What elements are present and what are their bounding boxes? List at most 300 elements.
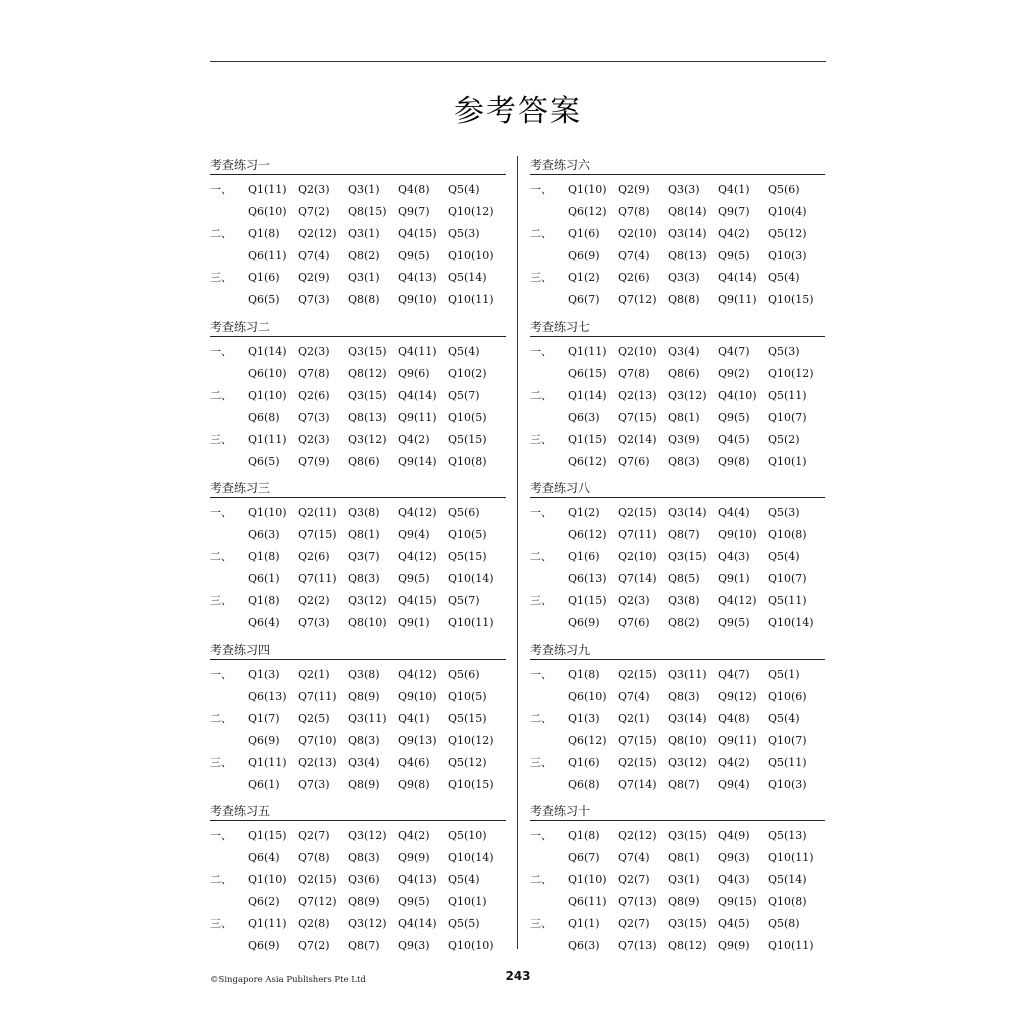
answer-item: Q10(8)	[768, 895, 807, 908]
exercise-section	[210, 318, 506, 480]
answer-item: Q6(1)	[248, 777, 280, 791]
part-number: 一、	[530, 344, 552, 358]
answer-item: Q4(8)	[718, 711, 750, 725]
answer-item: Q4(15)	[398, 594, 437, 607]
answer-item: Q1(6)	[568, 227, 600, 240]
answer-row	[530, 935, 825, 957]
answer-item: Q10(8)	[768, 528, 807, 541]
answer-item: Q3(11)	[348, 711, 387, 725]
answer-row	[530, 289, 825, 311]
answer-item: Q3(1)	[668, 873, 700, 886]
answer-item: Q10(15)	[768, 293, 814, 306]
exercise-section	[530, 802, 825, 964]
answer-item: Q6(7)	[568, 293, 600, 306]
part-number	[210, 289, 248, 311]
answer-item: Q2(15)	[298, 873, 337, 886]
answer-item: Q5(6)	[448, 667, 480, 681]
answer-item: Q4(12)	[398, 667, 437, 681]
answer-part	[210, 590, 506, 634]
answer-item: Q7(8)	[298, 851, 330, 864]
answer-row	[530, 429, 825, 451]
answer-item: Q9(2)	[718, 366, 750, 380]
part-number	[530, 363, 568, 385]
answer-item: Q10(12)	[448, 733, 494, 747]
section-title: 考查练习三	[210, 479, 506, 498]
answer-item: Q3(1)	[348, 183, 380, 196]
answer-item: Q10(1)	[768, 454, 807, 468]
answer-item: Q7(6)	[618, 454, 650, 468]
answer-item: Q3(9)	[668, 432, 700, 446]
answer-item: Q1(10)	[248, 506, 287, 519]
answer-item: Q6(2)	[248, 895, 280, 908]
answer-item: Q6(15)	[568, 366, 607, 380]
answer-item: Q8(9)	[348, 689, 380, 703]
answer-item: Q1(10)	[568, 183, 607, 196]
answer-item: Q3(15)	[668, 550, 707, 563]
answer-item: Q5(4)	[768, 271, 800, 284]
answer-row	[210, 429, 506, 451]
answer-item: Q3(7)	[348, 550, 380, 563]
answer-item: Q2(14)	[618, 432, 657, 446]
answer-item: Q9(5)	[398, 249, 430, 262]
answer-item: Q10(11)	[448, 616, 494, 629]
answer-item: Q9(10)	[718, 528, 757, 541]
part-number	[530, 774, 568, 796]
answer-item: Q7(8)	[298, 366, 330, 380]
answer-item: Q1(15)	[568, 594, 607, 607]
top-rule	[210, 61, 826, 62]
answer-part	[530, 752, 825, 796]
answer-row	[530, 223, 825, 245]
answer-item: Q2(9)	[618, 183, 650, 196]
answer-item: Q5(3)	[768, 506, 800, 519]
answer-item: Q7(9)	[298, 454, 330, 468]
answer-item: Q7(4)	[618, 249, 650, 262]
answer-item: Q6(3)	[248, 528, 280, 541]
answer-item: Q8(14)	[668, 205, 707, 218]
answer-item: Q2(15)	[618, 667, 657, 681]
answer-item: Q5(10)	[448, 829, 487, 842]
answer-item: Q3(6)	[348, 873, 380, 886]
answer-item: Q6(1)	[248, 572, 280, 585]
answer-item: Q5(11)	[768, 755, 807, 769]
answer-item: Q4(8)	[398, 183, 430, 196]
answer-item: Q1(8)	[248, 550, 280, 563]
answer-item: Q9(7)	[398, 205, 430, 218]
answer-item: Q3(15)	[348, 388, 387, 402]
answer-item: Q2(5)	[298, 711, 330, 725]
left-column	[210, 156, 506, 964]
answer-row	[210, 891, 506, 913]
answer-item: Q4(3)	[718, 550, 750, 563]
answer-item: Q10(7)	[768, 733, 807, 747]
exercise-section	[210, 479, 506, 641]
part-number	[210, 524, 248, 546]
answer-item: Q1(15)	[248, 829, 287, 842]
answer-item: Q3(11)	[668, 667, 707, 681]
answer-item: Q8(2)	[348, 249, 380, 262]
answer-part	[530, 429, 825, 473]
answer-row	[210, 913, 506, 935]
answer-item: Q6(11)	[248, 249, 287, 262]
answer-item: Q5(3)	[768, 344, 800, 358]
part-number: 一、	[530, 667, 552, 681]
answer-item: Q6(13)	[568, 572, 607, 585]
part-number: 三、	[530, 594, 552, 607]
answer-item: Q7(11)	[618, 528, 657, 541]
answer-item: Q4(11)	[398, 344, 437, 358]
answer-item: Q7(6)	[618, 616, 650, 629]
answer-item: Q6(7)	[568, 851, 600, 864]
answer-item: Q2(3)	[298, 432, 330, 446]
part-number: 一、	[210, 183, 232, 196]
answer-item: Q9(5)	[398, 895, 430, 908]
answer-item: Q5(6)	[448, 506, 480, 519]
answer-item: Q9(6)	[398, 366, 430, 380]
answer-item: Q2(3)	[298, 183, 330, 196]
part-number: 三、	[210, 271, 232, 284]
answer-item: Q2(12)	[618, 829, 657, 842]
answer-item: Q4(14)	[398, 388, 437, 402]
answer-item: Q9(1)	[398, 616, 430, 629]
part-number	[210, 201, 248, 223]
answer-item: Q2(6)	[298, 550, 330, 563]
answer-item: Q3(15)	[668, 917, 707, 930]
answer-item: Q6(11)	[568, 895, 607, 908]
answer-item: Q6(10)	[568, 689, 607, 703]
answer-item: Q10(6)	[768, 689, 807, 703]
right-column	[530, 156, 825, 964]
section-title: 考查练习二	[210, 318, 506, 337]
answer-row	[530, 774, 825, 796]
answer-part	[210, 825, 506, 869]
part-number: 一、	[210, 829, 232, 842]
answer-row	[530, 869, 825, 891]
answer-item: Q7(3)	[298, 293, 330, 306]
answer-item: Q7(3)	[298, 410, 330, 424]
answer-item: Q8(1)	[348, 528, 380, 541]
answer-item: Q8(9)	[348, 895, 380, 908]
answer-item: Q5(4)	[448, 183, 480, 196]
answer-item: Q7(14)	[618, 572, 657, 585]
answer-item: Q9(10)	[398, 689, 437, 703]
answer-item: Q8(12)	[668, 939, 707, 952]
answer-item: Q9(10)	[398, 293, 437, 306]
part-number	[210, 407, 248, 429]
answer-item: Q5(15)	[448, 432, 487, 446]
answer-part	[210, 341, 506, 385]
answer-row	[530, 385, 825, 407]
part-number	[210, 730, 248, 752]
answer-item: Q2(8)	[298, 917, 330, 930]
part-number	[530, 451, 568, 473]
answer-item: Q3(8)	[668, 594, 700, 607]
answer-item: Q3(8)	[348, 506, 380, 519]
answer-part	[210, 502, 506, 546]
answer-item: Q6(13)	[248, 689, 287, 703]
answer-item: Q4(2)	[398, 829, 430, 842]
answer-item: Q10(10)	[448, 939, 494, 952]
answer-item: Q8(6)	[668, 366, 700, 380]
answer-item: Q9(11)	[398, 410, 437, 424]
answer-row	[210, 289, 506, 311]
answer-item: Q6(9)	[248, 939, 280, 952]
answer-item: Q9(11)	[718, 733, 757, 747]
answer-item: Q5(5)	[448, 917, 480, 930]
answer-row	[210, 245, 506, 267]
part-number	[530, 730, 568, 752]
part-number: 二、	[210, 388, 232, 402]
exercise-section	[530, 156, 825, 318]
answer-row	[530, 913, 825, 935]
answer-item: Q2(15)	[618, 755, 657, 769]
answer-item: Q8(7)	[348, 939, 380, 952]
answer-item: Q4(1)	[718, 183, 750, 196]
answer-item: Q4(4)	[718, 506, 750, 519]
answer-item: Q4(1)	[398, 711, 430, 725]
answer-row	[530, 201, 825, 223]
answer-row	[530, 730, 825, 752]
answer-item: Q9(5)	[398, 572, 430, 585]
answer-item: Q8(9)	[668, 895, 700, 908]
part-number	[210, 568, 248, 590]
answer-item: Q8(12)	[348, 366, 387, 380]
answer-row	[210, 385, 506, 407]
part-number: 二、	[530, 550, 552, 563]
part-number: 一、	[210, 344, 232, 358]
answer-item: Q6(9)	[568, 249, 600, 262]
part-number: 三、	[210, 755, 232, 769]
answer-item: Q3(12)	[668, 755, 707, 769]
part-number: 三、	[530, 432, 552, 446]
part-number: 二、	[210, 227, 232, 240]
part-number	[530, 524, 568, 546]
part-number: 三、	[530, 271, 552, 284]
answer-item: Q7(11)	[298, 572, 337, 585]
answer-part	[530, 664, 825, 708]
answer-row	[530, 708, 825, 730]
answer-item: Q6(12)	[568, 733, 607, 747]
answer-row	[530, 341, 825, 363]
answer-item: Q2(3)	[298, 344, 330, 358]
answer-item: Q5(15)	[448, 550, 487, 563]
answer-item: Q7(15)	[618, 410, 657, 424]
answer-item: Q1(8)	[248, 594, 280, 607]
answer-item: Q7(2)	[298, 205, 330, 218]
answer-item: Q7(8)	[618, 205, 650, 218]
exercise-section	[210, 156, 506, 318]
answer-row	[210, 686, 506, 708]
answer-item: Q1(14)	[248, 344, 287, 358]
answer-row	[210, 752, 506, 774]
answer-item: Q7(15)	[298, 528, 337, 541]
answer-item: Q4(9)	[718, 829, 750, 842]
answer-part	[530, 179, 825, 223]
answer-part	[210, 267, 506, 311]
part-number	[530, 407, 568, 429]
answer-item: Q5(6)	[768, 183, 800, 196]
page-number: 243	[505, 969, 531, 983]
answer-row	[210, 179, 506, 201]
answer-item: Q4(6)	[398, 755, 430, 769]
section-title: 考查练习一	[210, 156, 506, 175]
part-number: 三、	[530, 755, 552, 769]
answer-row	[530, 546, 825, 568]
answer-item: Q3(14)	[668, 711, 707, 725]
answer-item: Q1(11)	[248, 432, 287, 446]
answer-item: Q4(3)	[718, 873, 750, 886]
answer-item: Q8(8)	[348, 293, 380, 306]
answer-part	[210, 429, 506, 473]
answer-item: Q5(2)	[768, 432, 800, 446]
answer-item: Q2(13)	[618, 388, 657, 402]
answer-item: Q10(12)	[448, 205, 494, 218]
answer-item: Q8(10)	[668, 733, 707, 747]
answer-item: Q9(12)	[718, 689, 757, 703]
answer-item: Q9(11)	[718, 293, 757, 306]
answer-item: Q7(2)	[298, 939, 330, 952]
answer-item: Q10(8)	[448, 454, 487, 468]
part-number: 二、	[210, 873, 232, 886]
part-number: 一、	[210, 667, 232, 681]
answer-item: Q1(8)	[248, 227, 280, 240]
answer-item: Q1(1)	[568, 917, 600, 930]
answer-row	[210, 664, 506, 686]
answer-item: Q8(13)	[668, 249, 707, 262]
exercise-section	[210, 641, 506, 803]
answer-item: Q8(7)	[668, 777, 700, 791]
answer-item: Q1(8)	[568, 829, 600, 842]
answer-item: Q8(3)	[348, 733, 380, 747]
answer-item: Q10(4)	[768, 205, 807, 218]
answer-part	[530, 546, 825, 590]
answer-item: Q5(4)	[768, 550, 800, 563]
answer-item: Q1(6)	[248, 271, 280, 284]
answer-item: Q9(5)	[718, 616, 750, 629]
answer-item: Q2(6)	[618, 271, 650, 284]
answer-item: Q5(12)	[448, 755, 487, 769]
part-number: 三、	[210, 594, 232, 607]
answer-item: Q3(12)	[348, 829, 387, 842]
answer-item: Q2(13)	[298, 755, 337, 769]
answer-item: Q2(7)	[618, 917, 650, 930]
part-number	[530, 245, 568, 267]
part-number	[530, 201, 568, 223]
answer-item: Q3(3)	[668, 183, 700, 196]
answer-part	[210, 179, 506, 223]
answer-row	[530, 568, 825, 590]
answer-item: Q8(3)	[668, 454, 700, 468]
answer-item: Q1(14)	[568, 388, 607, 402]
section-title: 考查练习十	[530, 802, 825, 821]
answer-row	[530, 891, 825, 913]
answer-item: Q9(9)	[398, 851, 430, 864]
part-number	[210, 686, 248, 708]
answer-item: Q9(13)	[398, 733, 437, 747]
answer-row	[530, 179, 825, 201]
answer-item: Q4(12)	[398, 506, 437, 519]
answer-item: Q8(10)	[348, 616, 387, 629]
answer-item: Q3(12)	[668, 388, 707, 402]
answer-item: Q10(14)	[448, 851, 494, 864]
answer-item: Q2(7)	[298, 829, 330, 842]
answer-row	[210, 774, 506, 796]
answer-item: Q6(3)	[568, 939, 600, 952]
answer-item: Q1(3)	[248, 667, 280, 681]
answer-item: Q7(4)	[618, 689, 650, 703]
column-divider	[517, 156, 518, 949]
answer-part	[210, 223, 506, 267]
exercise-section	[530, 641, 825, 803]
answer-item: Q1(10)	[248, 388, 287, 402]
part-number	[210, 935, 248, 957]
answer-item: Q1(10)	[568, 873, 607, 886]
answer-item: Q2(6)	[298, 388, 330, 402]
part-number	[210, 363, 248, 385]
answer-item: Q7(10)	[298, 733, 337, 747]
answer-part	[530, 502, 825, 546]
answer-item: Q10(7)	[768, 572, 807, 585]
answer-item: Q6(9)	[248, 733, 280, 747]
part-number: 三、	[530, 917, 552, 930]
answer-item: Q1(11)	[568, 344, 607, 358]
part-number	[530, 935, 568, 957]
answer-row	[530, 363, 825, 385]
part-number	[210, 891, 248, 913]
part-number	[210, 847, 248, 869]
answer-item: Q3(15)	[668, 829, 707, 842]
answer-item: Q9(7)	[718, 205, 750, 218]
part-number	[530, 612, 568, 634]
answer-item: Q5(1)	[768, 667, 800, 681]
answer-item: Q6(4)	[248, 851, 280, 864]
answer-item: Q6(12)	[568, 205, 607, 218]
answer-item: Q5(3)	[448, 227, 480, 240]
answer-row	[210, 341, 506, 363]
exercise-section	[530, 318, 825, 480]
answer-item: Q5(4)	[448, 873, 480, 886]
answer-part	[210, 546, 506, 590]
answer-row	[530, 407, 825, 429]
answer-item: Q6(5)	[248, 454, 280, 468]
answer-item: Q10(7)	[768, 410, 807, 424]
answer-part	[210, 752, 506, 796]
answer-item: Q6(9)	[568, 616, 600, 629]
answer-item: Q9(8)	[718, 454, 750, 468]
part-number	[530, 568, 568, 590]
section-title: 考查练习五	[210, 802, 506, 821]
answer-item: Q5(13)	[768, 829, 807, 842]
answer-item: Q9(1)	[718, 572, 750, 585]
answer-item: Q4(7)	[718, 344, 750, 358]
answer-item: Q1(11)	[248, 755, 287, 769]
answer-item: Q10(1)	[448, 895, 487, 908]
answer-item: Q10(12)	[768, 366, 814, 380]
answer-row	[210, 590, 506, 612]
section-title: 考查练习六	[530, 156, 825, 175]
copyright-notice: ©Singapore Asia Publishers Pte Ltd	[210, 975, 366, 985]
answer-item: Q9(4)	[398, 528, 430, 541]
answer-item: Q7(12)	[618, 293, 657, 306]
answer-item: Q5(14)	[768, 873, 807, 886]
section-title: 考查练习八	[530, 479, 825, 498]
answer-item: Q7(14)	[618, 777, 657, 791]
answer-part	[530, 223, 825, 267]
answer-item: Q10(15)	[448, 777, 494, 791]
answer-row	[530, 847, 825, 869]
part-number	[530, 289, 568, 311]
answer-item: Q3(14)	[668, 227, 707, 240]
